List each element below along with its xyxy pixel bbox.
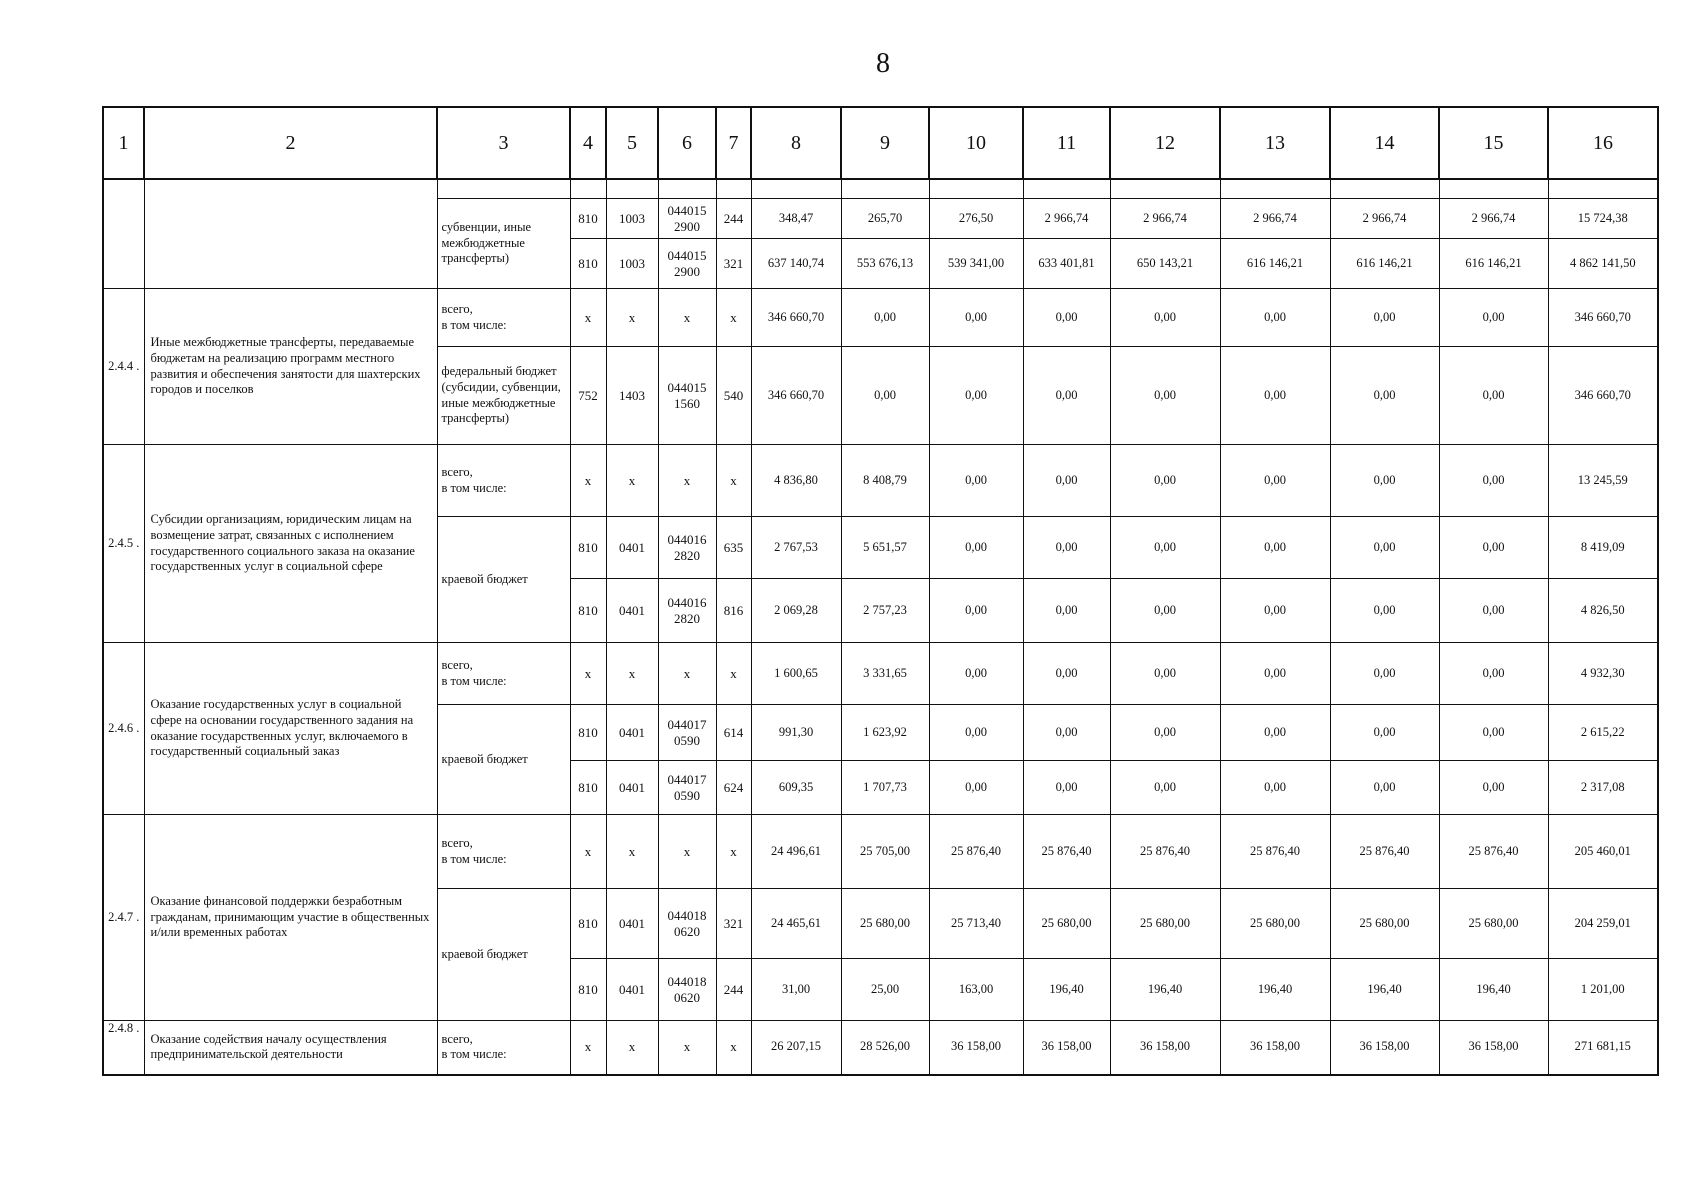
table-row <box>103 289 1658 347</box>
spacer-cell <box>606 179 658 199</box>
code-col7: x <box>716 289 751 347</box>
item-name: Иные межбюджетные трансферты, передаваемые бюджетам на реализацию программ местного развития и обеспечения занятости для шахтерских городов и поселков <box>144 289 437 445</box>
item-name: Оказание содействия началу осуществления предпринимательской деятельности <box>144 1021 437 1075</box>
value-col14: 0,00 <box>1330 445 1439 517</box>
item-name: Оказание государственных услуг в социальной сфере на основании государственного задания на оказание государственных услуг, включаемого в государственный социальный заказ <box>144 643 437 815</box>
value-col14: 0,00 <box>1330 643 1439 705</box>
value-col13: 25 680,00 <box>1220 889 1330 959</box>
value-col13: 0,00 <box>1220 289 1330 347</box>
value-col8: 24 465,61 <box>751 889 841 959</box>
budget-table <box>102 106 1659 1076</box>
code-col6 <box>658 1021 716 1075</box>
funding-source-line: краевой бюджет <box>441 946 528 961</box>
column-header-16: 16 <box>1548 107 1658 179</box>
value-col12: 0,00 <box>1110 445 1220 517</box>
code-col5: 1403 <box>606 347 658 445</box>
value-col10: 25 876,40 <box>929 815 1023 889</box>
value-col16: 15 724,38 <box>1548 199 1658 239</box>
value-col9: 265,70 <box>841 199 929 239</box>
value-col10: 25 713,40 <box>929 889 1023 959</box>
value-col13: 616 146,21 <box>1220 239 1330 289</box>
code-col4: 810 <box>570 199 606 239</box>
funding-source-line: всего, <box>441 657 473 672</box>
spacer-cell <box>1023 179 1110 199</box>
code-col6-line1: x <box>683 843 691 859</box>
code-col6-line1: 044016 <box>667 594 707 610</box>
column-header-7: 7 <box>716 107 751 179</box>
value-col9: 25 680,00 <box>841 889 929 959</box>
column-header-14: 14 <box>1330 107 1439 179</box>
code-col4: 810 <box>570 959 606 1021</box>
value-col16: 8 419,09 <box>1548 517 1658 579</box>
funding-source-line: краевой бюджет <box>441 751 528 766</box>
value-col13: 36 158,00 <box>1220 1021 1330 1075</box>
code-col6 <box>658 347 716 445</box>
code-col6-line1: x <box>683 665 691 681</box>
code-col6-line2: 0620 <box>674 989 700 1005</box>
value-col15: 0,00 <box>1439 445 1548 517</box>
code-col5: x <box>606 445 658 517</box>
code-col6 <box>658 643 716 705</box>
value-col15: 0,00 <box>1439 705 1548 761</box>
column-header-12: 12 <box>1110 107 1220 179</box>
value-col9: 2 757,23 <box>841 579 929 643</box>
table-body <box>103 179 1658 1075</box>
item-name <box>144 199 437 289</box>
value-col8: 4 836,80 <box>751 445 841 517</box>
spacer-cell <box>1439 179 1548 199</box>
code-col6-line1: 044015 <box>667 379 707 395</box>
value-col12: 0,00 <box>1110 705 1220 761</box>
value-col10: 36 158,00 <box>929 1021 1023 1075</box>
code-col6-line1: x <box>683 309 691 325</box>
value-col12: 25 680,00 <box>1110 889 1220 959</box>
spacer-cell <box>751 179 841 199</box>
code-col6 <box>658 445 716 517</box>
value-col11: 0,00 <box>1023 445 1110 517</box>
spacer-cell <box>1220 179 1330 199</box>
code-col6-line2: 0620 <box>674 923 700 939</box>
value-col10: 0,00 <box>929 579 1023 643</box>
code-col6-line2: 2900 <box>674 218 700 234</box>
column-header-10: 10 <box>929 107 1023 179</box>
funding-source-line: всего, <box>441 835 473 850</box>
value-col15: 0,00 <box>1439 761 1548 815</box>
value-col12: 2 966,74 <box>1110 199 1220 239</box>
code-col5: 0401 <box>606 959 658 1021</box>
code-col4: 810 <box>570 705 606 761</box>
table-header <box>103 107 1658 179</box>
code-col6-line2: 1560 <box>674 395 700 411</box>
value-col13: 0,00 <box>1220 705 1330 761</box>
value-col11: 0,00 <box>1023 761 1110 815</box>
value-col11: 0,00 <box>1023 347 1110 445</box>
value-col14: 2 966,74 <box>1330 199 1439 239</box>
value-col11: 0,00 <box>1023 705 1110 761</box>
column-header-11: 11 <box>1023 107 1110 179</box>
value-col15: 36 158,00 <box>1439 1021 1548 1075</box>
value-col14: 0,00 <box>1330 289 1439 347</box>
code-col6 <box>658 761 716 815</box>
value-col11: 196,40 <box>1023 959 1110 1021</box>
code-col5: 0401 <box>606 705 658 761</box>
item-number: 2.4.4 . <box>103 289 144 445</box>
value-col16: 205 460,01 <box>1548 815 1658 889</box>
value-col13: 0,00 <box>1220 643 1330 705</box>
value-col11: 633 401,81 <box>1023 239 1110 289</box>
column-header-6: 6 <box>658 107 716 179</box>
value-col8: 348,47 <box>751 199 841 239</box>
table-row <box>103 643 1658 705</box>
value-col16: 4 826,50 <box>1548 579 1658 643</box>
value-col13: 2 966,74 <box>1220 199 1330 239</box>
column-header-3: 3 <box>437 107 570 179</box>
value-col13: 0,00 <box>1220 579 1330 643</box>
code-col7: x <box>716 643 751 705</box>
funding-source-line: в том числе: <box>441 851 507 866</box>
value-col8: 1 600,65 <box>751 643 841 705</box>
value-col12: 196,40 <box>1110 959 1220 1021</box>
funding-source-line: субвенции, иные межбюджетные трансферты) <box>441 220 532 266</box>
value-col11: 0,00 <box>1023 517 1110 579</box>
value-col9: 0,00 <box>841 347 929 445</box>
value-col8: 2 069,28 <box>751 579 841 643</box>
funding-source-line: федеральный бюджет (субсидии, субвенции, иные межбюджетные трансферты) <box>441 364 561 426</box>
code-col6 <box>658 239 716 289</box>
value-col15: 196,40 <box>1439 959 1548 1021</box>
code-col6 <box>658 199 716 239</box>
value-col15: 0,00 <box>1439 643 1548 705</box>
code-col4: x <box>570 643 606 705</box>
value-col8: 637 140,74 <box>751 239 841 289</box>
code-col4: 810 <box>570 239 606 289</box>
value-col9: 5 651,57 <box>841 517 929 579</box>
funding-source-line: всего, <box>441 1031 473 1046</box>
value-col14: 616 146,21 <box>1330 239 1439 289</box>
code-col5: 0401 <box>606 761 658 815</box>
value-col16: 4 932,30 <box>1548 643 1658 705</box>
value-col13: 25 876,40 <box>1220 815 1330 889</box>
page-number: 8 <box>876 48 890 79</box>
code-col6-line1: 044015 <box>667 247 707 263</box>
value-col8: 346 660,70 <box>751 347 841 445</box>
value-col14: 0,00 <box>1330 347 1439 445</box>
value-col16: 204 259,01 <box>1548 889 1658 959</box>
spacer-cell <box>570 179 606 199</box>
value-col15: 0,00 <box>1439 347 1548 445</box>
value-col13: 0,00 <box>1220 347 1330 445</box>
value-col15: 2 966,74 <box>1439 199 1548 239</box>
column-header-8: 8 <box>751 107 841 179</box>
funding-source-line: в том числе: <box>441 673 507 688</box>
value-col16: 271 681,15 <box>1548 1021 1658 1075</box>
value-col14: 196,40 <box>1330 959 1439 1021</box>
value-col15: 25 876,40 <box>1439 815 1548 889</box>
value-col14: 0,00 <box>1330 517 1439 579</box>
value-col11: 25 680,00 <box>1023 889 1110 959</box>
code-col4: x <box>570 445 606 517</box>
code-col7: 321 <box>716 239 751 289</box>
code-col7: 244 <box>716 959 751 1021</box>
code-col6-line2: 0590 <box>674 732 700 748</box>
spacer-cell <box>658 179 716 199</box>
value-col11: 0,00 <box>1023 579 1110 643</box>
code-col7: 816 <box>716 579 751 643</box>
value-col14: 0,00 <box>1330 705 1439 761</box>
spacer-cell <box>1330 179 1439 199</box>
value-col16: 2 317,08 <box>1548 761 1658 815</box>
item-name: Оказание финансовой поддержки безработным гражданам, принимающим участие в общественных и/или временных работах <box>144 815 437 1021</box>
code-col4: 810 <box>570 517 606 579</box>
table-row <box>103 1021 1658 1075</box>
table-row <box>103 815 1658 889</box>
code-col6-line1: 044018 <box>667 907 707 923</box>
funding-source-line: в том числе: <box>441 1047 507 1062</box>
funding-source-line: в том числе: <box>441 480 507 495</box>
value-col14: 25 876,40 <box>1330 815 1439 889</box>
spacer-cell <box>103 179 144 199</box>
code-col6-line1: 044017 <box>667 716 707 732</box>
funding-source <box>437 815 570 889</box>
value-col10: 0,00 <box>929 445 1023 517</box>
column-header-15: 15 <box>1439 107 1548 179</box>
code-col5: 0401 <box>606 889 658 959</box>
code-col6 <box>658 705 716 761</box>
value-col11: 0,00 <box>1023 289 1110 347</box>
value-col16: 4 862 141,50 <box>1548 239 1658 289</box>
funding-source <box>437 445 570 517</box>
code-col7: 624 <box>716 761 751 815</box>
code-col7: 244 <box>716 199 751 239</box>
code-col4: x <box>570 1021 606 1075</box>
value-col8: 24 496,61 <box>751 815 841 889</box>
value-col10: 0,00 <box>929 761 1023 815</box>
value-col11: 36 158,00 <box>1023 1021 1110 1075</box>
code-col7: 321 <box>716 889 751 959</box>
code-col6 <box>658 889 716 959</box>
value-col12: 0,00 <box>1110 579 1220 643</box>
value-col13: 0,00 <box>1220 445 1330 517</box>
value-col8: 31,00 <box>751 959 841 1021</box>
value-col9: 25,00 <box>841 959 929 1021</box>
value-col12: 650 143,21 <box>1110 239 1220 289</box>
item-name: Субсидии организациям, юридическим лицам на возмещение затрат, связанных с исполнением государственного социального заказа на оказание государственных услуг в социальной сфере <box>144 445 437 643</box>
value-col9: 8 408,79 <box>841 445 929 517</box>
value-col16: 346 660,70 <box>1548 347 1658 445</box>
code-col6-line2: 0590 <box>674 787 700 803</box>
code-col4: 752 <box>570 347 606 445</box>
value-col12: 0,00 <box>1110 347 1220 445</box>
value-col16: 1 201,00 <box>1548 959 1658 1021</box>
code-col6 <box>658 815 716 889</box>
value-col8: 991,30 <box>751 705 841 761</box>
code-col6-line2: 2900 <box>674 263 700 279</box>
value-col16: 13 245,59 <box>1548 445 1658 517</box>
code-col4: 810 <box>570 761 606 815</box>
code-col5: 0401 <box>606 517 658 579</box>
funding-source-line: краевой бюджет <box>441 571 528 586</box>
item-number <box>103 199 144 289</box>
value-col15: 0,00 <box>1439 579 1548 643</box>
item-number: 2.4.6 . <box>103 643 144 815</box>
code-col5: 1003 <box>606 199 658 239</box>
funding-source-line: в том числе: <box>441 317 507 332</box>
code-col6-line1: 044016 <box>667 531 707 547</box>
funding-source-line: всего, <box>441 301 473 316</box>
code-col5: 1003 <box>606 239 658 289</box>
value-col8: 346 660,70 <box>751 289 841 347</box>
column-header-5: 5 <box>606 107 658 179</box>
code-col5: 0401 <box>606 579 658 643</box>
code-col4: x <box>570 815 606 889</box>
code-col4: 810 <box>570 579 606 643</box>
funding-source-line: всего, <box>441 464 473 479</box>
value-col12: 0,00 <box>1110 289 1220 347</box>
value-col15: 616 146,21 <box>1439 239 1548 289</box>
item-number: 2.4.5 . <box>103 445 144 643</box>
code-col6-line1: x <box>683 1039 691 1055</box>
value-col12: 0,00 <box>1110 643 1220 705</box>
code-col7: 635 <box>716 517 751 579</box>
table-row <box>103 445 1658 517</box>
funding-source <box>437 199 570 289</box>
column-header-13: 13 <box>1220 107 1330 179</box>
value-col9: 553 676,13 <box>841 239 929 289</box>
value-col10: 539 341,00 <box>929 239 1023 289</box>
value-col13: 0,00 <box>1220 517 1330 579</box>
value-col14: 0,00 <box>1330 761 1439 815</box>
code-col4: x <box>570 289 606 347</box>
value-col16: 346 660,70 <box>1548 289 1658 347</box>
code-col6 <box>658 959 716 1021</box>
value-col14: 36 158,00 <box>1330 1021 1439 1075</box>
value-col9: 25 705,00 <box>841 815 929 889</box>
spacer-cell <box>144 179 437 199</box>
code-col7: 540 <box>716 347 751 445</box>
code-col5: x <box>606 1021 658 1075</box>
code-col6 <box>658 517 716 579</box>
spacer-cell <box>841 179 929 199</box>
funding-source <box>437 289 570 347</box>
funding-source <box>437 347 570 445</box>
value-col12: 25 876,40 <box>1110 815 1220 889</box>
value-col15: 0,00 <box>1439 289 1548 347</box>
table-row <box>103 199 1658 239</box>
code-col6 <box>658 579 716 643</box>
value-col10: 0,00 <box>929 705 1023 761</box>
value-col12: 0,00 <box>1110 761 1220 815</box>
spacer-row <box>103 179 1658 199</box>
value-col11: 0,00 <box>1023 643 1110 705</box>
spacer-cell <box>1548 179 1658 199</box>
value-col12: 0,00 <box>1110 517 1220 579</box>
value-col8: 2 767,53 <box>751 517 841 579</box>
value-col13: 0,00 <box>1220 761 1330 815</box>
value-col10: 276,50 <box>929 199 1023 239</box>
value-col14: 25 680,00 <box>1330 889 1439 959</box>
spacer-cell <box>1110 179 1220 199</box>
spacer-cell <box>929 179 1023 199</box>
value-col10: 0,00 <box>929 643 1023 705</box>
value-col11: 25 876,40 <box>1023 815 1110 889</box>
code-col6 <box>658 289 716 347</box>
value-col10: 163,00 <box>929 959 1023 1021</box>
spacer-cell <box>716 179 751 199</box>
funding-source <box>437 705 570 815</box>
code-col6-line1: 044017 <box>667 771 707 787</box>
funding-source <box>437 889 570 1021</box>
value-col10: 0,00 <box>929 289 1023 347</box>
header-row <box>103 107 1658 179</box>
code-col7: x <box>716 1021 751 1075</box>
value-col8: 26 207,15 <box>751 1021 841 1075</box>
value-col9: 28 526,00 <box>841 1021 929 1075</box>
funding-source <box>437 1021 570 1075</box>
code-col5: x <box>606 643 658 705</box>
value-col10: 0,00 <box>929 347 1023 445</box>
code-col6-line2: 2820 <box>674 547 700 563</box>
value-col9: 3 331,65 <box>841 643 929 705</box>
value-col8: 609,35 <box>751 761 841 815</box>
code-col6-line1: 044015 <box>667 202 707 218</box>
column-header-4: 4 <box>570 107 606 179</box>
value-col9: 1 623,92 <box>841 705 929 761</box>
column-header-2: 2 <box>144 107 437 179</box>
column-header-9: 9 <box>841 107 929 179</box>
item-number: 2.4.7 . <box>103 815 144 1021</box>
code-col6-line1: x <box>683 472 691 488</box>
value-col9: 1 707,73 <box>841 761 929 815</box>
value-col14: 0,00 <box>1330 579 1439 643</box>
value-col16: 2 615,22 <box>1548 705 1658 761</box>
value-col15: 25 680,00 <box>1439 889 1548 959</box>
value-col15: 0,00 <box>1439 517 1548 579</box>
spacer-cell <box>437 179 570 199</box>
code-col6-line1: 044018 <box>667 973 707 989</box>
column-header-1: 1 <box>103 107 144 179</box>
code-col6-line2: 2820 <box>674 610 700 626</box>
value-col13: 196,40 <box>1220 959 1330 1021</box>
item-number: 2.4.8 . <box>103 1021 144 1075</box>
code-col5: x <box>606 815 658 889</box>
value-col9: 0,00 <box>841 289 929 347</box>
funding-source <box>437 517 570 643</box>
code-col4: 810 <box>570 889 606 959</box>
value-col12: 36 158,00 <box>1110 1021 1220 1075</box>
code-col7: 614 <box>716 705 751 761</box>
code-col5: x <box>606 289 658 347</box>
funding-source <box>437 643 570 705</box>
code-col7: x <box>716 445 751 517</box>
code-col7: x <box>716 815 751 889</box>
value-col11: 2 966,74 <box>1023 199 1110 239</box>
value-col10: 0,00 <box>929 517 1023 579</box>
